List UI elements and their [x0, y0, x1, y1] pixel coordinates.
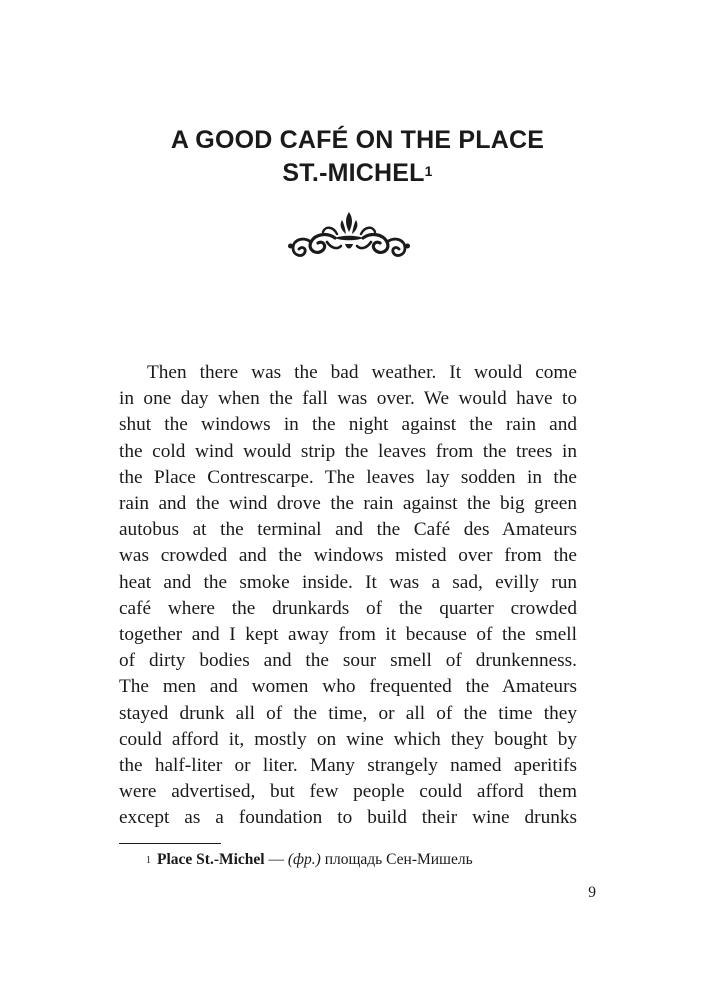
chapter-title-line-1: A GOOD CAFÉ ON THE PLACE	[170, 126, 545, 154]
body-line: together and I kept away from it because of the smell	[119, 624, 577, 646]
footnote-term: Place St.-Michel	[157, 851, 265, 868]
page-number: 9	[588, 884, 596, 901]
body-line: shut the windows in the night against the rain and	[119, 414, 577, 436]
title-footnote-marker: 1	[424, 163, 433, 179]
body-line: heat and the smoke inside. It was a sad, evilly run	[119, 571, 577, 593]
body-line: café where the drunkards of the quarter crowded	[119, 597, 577, 619]
body-line: the Place Contrescarpe. The leaves lay sodden in the	[119, 466, 577, 488]
body-line: was crowded and the windows misted over from the	[119, 545, 577, 567]
footnote-language: (фр.)	[287, 851, 321, 868]
body-line: Then there was the bad weather. It would come	[147, 362, 577, 383]
body-line: autobus at the terminal and the Café des Amateurs	[119, 519, 577, 541]
body-line: stayed drunk all of the time, or all of the time they	[119, 702, 577, 724]
body-line: the half-liter or liter. Many strangely named aperitifs	[119, 755, 577, 777]
chapter-title	[60, 124, 655, 190]
decorative-ornament-icon	[287, 208, 411, 266]
footnote-number: 1	[146, 855, 151, 866]
body-text	[119, 360, 577, 832]
chapter-title-line-2-text: ST.-MICHEL	[282, 159, 425, 187]
footnote-translation: площадь Сен-Мишель	[320, 851, 473, 868]
footnote-divider	[119, 843, 221, 844]
body-line: the cold wind would strip the leaves from the trees in	[119, 440, 577, 462]
body-line: of dirty bodies and the sour smell of drunkenness.	[119, 650, 577, 672]
footnote-dash: —	[264, 851, 288, 868]
body-line: in one day when the fall was over. We would have to	[119, 388, 577, 410]
body-line: could afford it, mostly on wine which they bought by	[119, 728, 577, 750]
body-line: were advertised, but few people could afford them	[119, 781, 577, 803]
chapter-title-line-2	[60, 157, 655, 190]
body-line: rain and the wind drove the rain against the big green	[119, 493, 577, 515]
body-line: except as a foundation to build their wine drunks	[119, 807, 577, 829]
footnote	[146, 850, 473, 870]
body-line: The men and women who frequented the Amateurs	[119, 676, 577, 698]
